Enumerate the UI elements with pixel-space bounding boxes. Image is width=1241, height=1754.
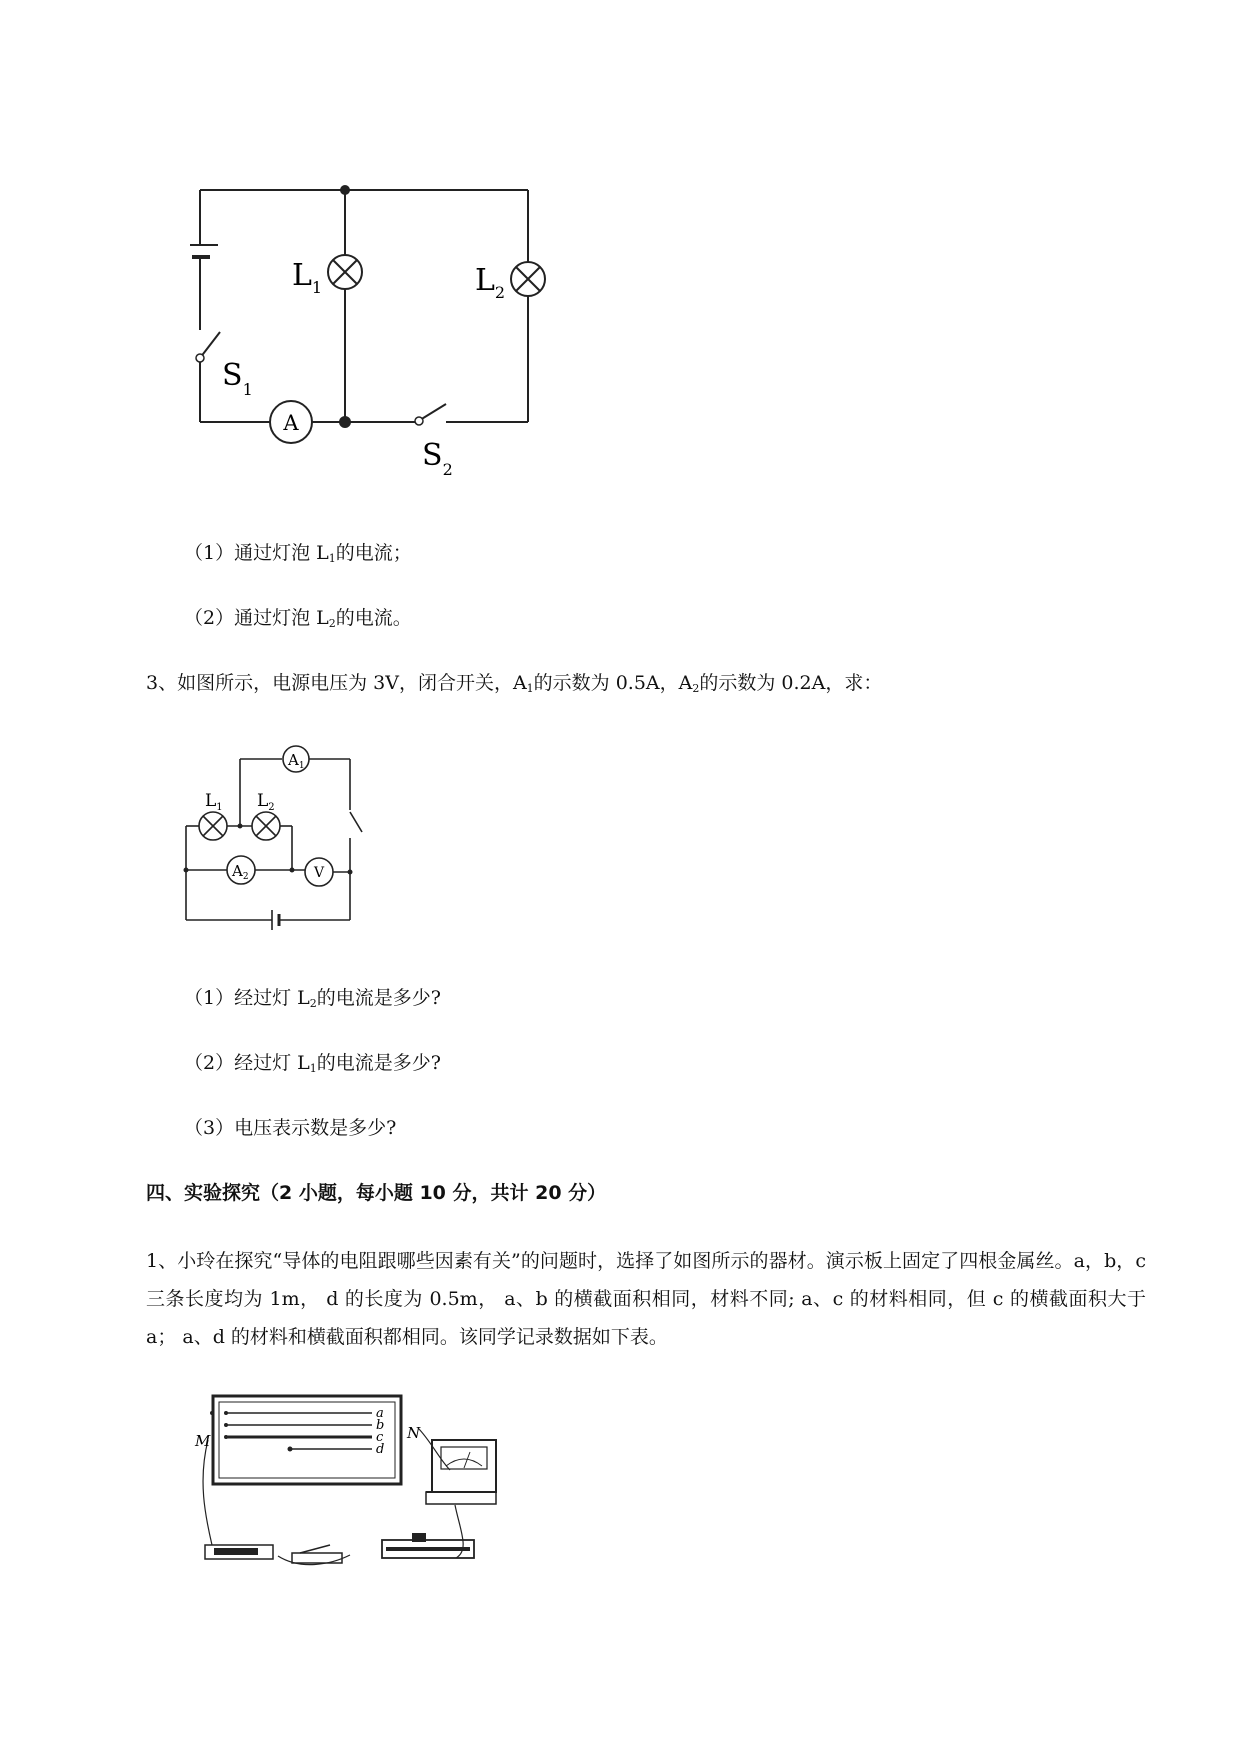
q3-stem: 3、如图所示，电源电压为 3V，闭合开关，$A_1$的示数为 0.5A，$A_2$的示数为 0.2A，求： bbox=[146, 672, 883, 695]
q4-1-text: 1、小玲在探究“导体的电阻跟哪些因素有关”的问题时，选择了如图所示的器材。演示板上固定了四根金属丝。a，b，c 三条长度均为 1m， d 的长度为 0.5m， a、b 的横截面积相同，材料不同; a、c 的材料相同，但 c 的横截面积大于 a； a、d 的材料和横截面积都相同。该同学记录数据如下表。 bbox=[146, 1250, 1146, 1348]
label-M: M bbox=[195, 1432, 211, 1450]
label-wire-c: c bbox=[376, 1430, 384, 1445]
label-L2: $L_2$ bbox=[475, 263, 506, 302]
ammeter-label: A bbox=[283, 411, 299, 435]
section-heading: 四、实验探究（2 小题，每小题 10 分，共计 20 分） bbox=[146, 1182, 607, 1204]
circuit-figure-2 bbox=[180, 735, 380, 935]
label-wire-d: d bbox=[376, 1442, 385, 1457]
q3-sub1: （1）经过灯 $L_2$的电流是多少? bbox=[184, 987, 441, 1010]
q3-sub2: （2）经过灯 $L_1$的电流是多少? bbox=[184, 1052, 441, 1075]
q3-sub3: （3）电压表示数是多少? bbox=[184, 1117, 397, 1139]
label-V: V bbox=[313, 865, 325, 881]
q2-sub2: （2）通过灯泡 $L_2$的电流。 bbox=[184, 607, 412, 630]
label-N: N bbox=[407, 1424, 421, 1442]
label-L1: $L_1$ bbox=[292, 258, 323, 297]
apparatus-figure bbox=[190, 1390, 520, 1575]
label-A2: $A_2$ bbox=[232, 862, 249, 882]
label-wire-b: b bbox=[376, 1418, 385, 1433]
label-S1: $S_1$ bbox=[222, 358, 253, 399]
label-S2: $S_2$ bbox=[422, 438, 453, 479]
label-A1: $A_1$ bbox=[288, 751, 305, 771]
label-fig2-L1: $L_1$ bbox=[205, 791, 223, 813]
label-wire-a: a bbox=[376, 1406, 384, 1421]
label-fig2-L2: $L_2$ bbox=[257, 791, 275, 813]
circuit-figure-1 bbox=[190, 175, 560, 485]
q2-sub1: （1）通过灯泡 $L_1$的电流； bbox=[184, 542, 412, 565]
